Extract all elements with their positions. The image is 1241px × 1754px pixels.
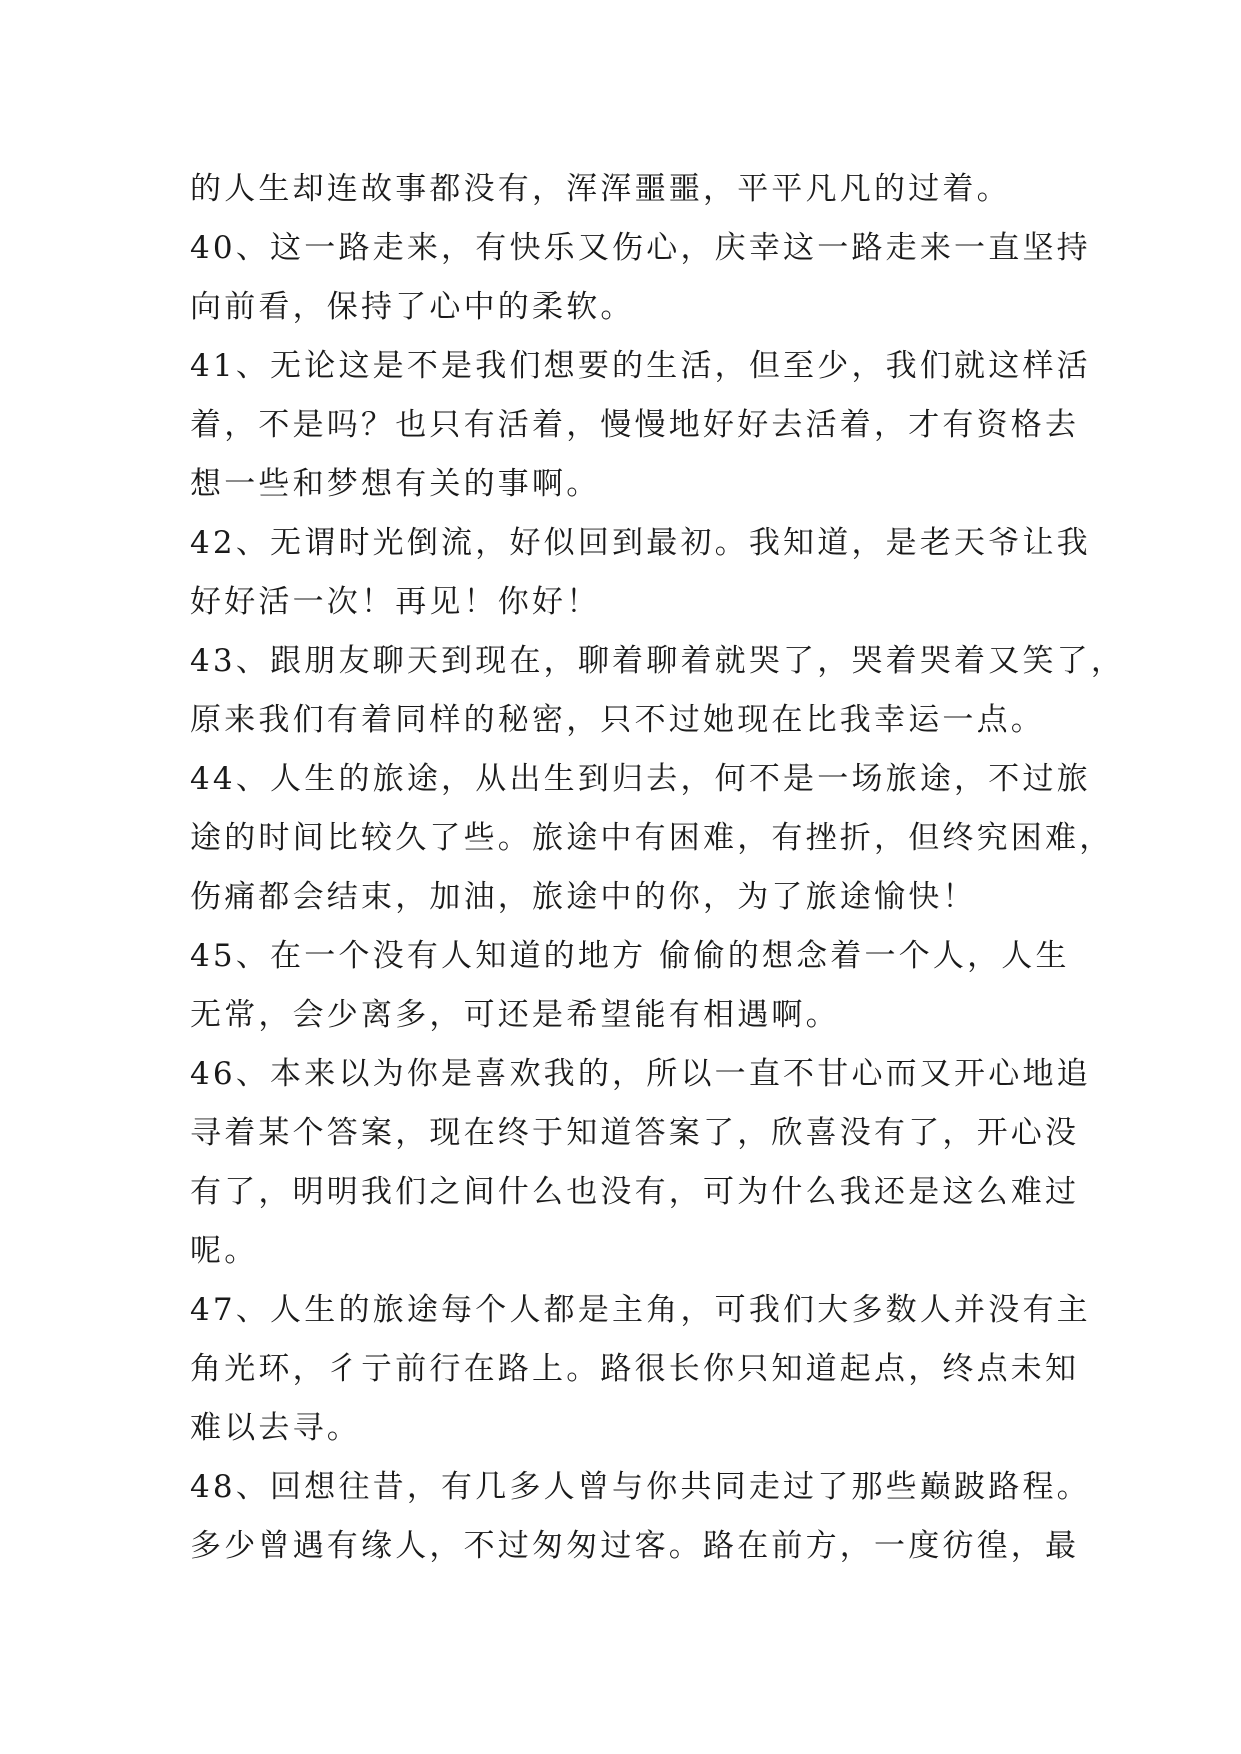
text-line: 伤痛都会结束，加油，旅途中的你，为了旅途愉快！ (190, 879, 977, 915)
text-line: 有了，明明我们之间什么也没有，可为什么我还是这么难过 (190, 1174, 1080, 1210)
text-line: 42、无谓时光倒流，好似回到最初。我知道，是老天爷让我 (190, 525, 1091, 561)
text-line: 寻着某个答案，现在终于知道答案了，欣喜没有了，开心没 (190, 1115, 1080, 1151)
text-line: 46、本来以为你是喜欢我的，所以一直不甘心而又开心地追 (190, 1056, 1091, 1092)
text-line: 47、人生的旅途每个人都是主角，可我们大多数人并没有主 (190, 1292, 1091, 1328)
text-line: 呢。 (190, 1233, 259, 1269)
text-line: 角光环，彳亍前行在路上。路很长你只知道起点，终点未知 (190, 1351, 1080, 1387)
text-line: 着，不是吗？也只有活着，慢慢地好好去活着，才有资格去 (190, 407, 1080, 443)
text-line: 48、回想往昔，有几多人曾与你共同走过了那些巅跛路程。 (190, 1469, 1091, 1505)
text-line: 41、无论这是不是我们想要的生活，但至少，我们就这样活 (190, 348, 1091, 384)
text-line: 多少曾遇有缘人，不过匆匆过客。路在前方，一度彷徨，最 (190, 1528, 1080, 1564)
text-line: 难以去寻。 (190, 1410, 361, 1446)
body-text (190, 160, 1126, 1576)
text-line: 44、人生的旅途，从出生到归去，何不是一场旅途，不过旅 (190, 761, 1091, 797)
text-line: 原来我们有着同样的秘密，只不过她现在比我幸运一点。 (190, 702, 1045, 738)
text-line: 途的时间比较久了些。旅途中有困难，有挫折，但终究困难， (190, 820, 1114, 856)
text-line: 好好活一次！再见！你好！ (190, 584, 601, 620)
text-line: 43、跟朋友聊天到现在，聊着聊着就哭了，哭着哭着又笑了， (190, 643, 1126, 679)
text-line: 无常，会少离多，可还是希望能有相遇啊。 (190, 997, 840, 1033)
text-line: 向前看，保持了心中的柔软。 (190, 289, 635, 325)
text-line: 40、这一路走来，有快乐又伤心，庆幸这一路走来一直坚持 (190, 230, 1091, 266)
text-line: 想一些和梦想有关的事啊。 (190, 466, 601, 502)
text-line: 45、在一个没有人知道的地方 偷偷的想念着一个人，人生 (190, 938, 1070, 974)
text-line: 的人生却连故事都没有，浑浑噩噩，平平凡凡的过着。 (190, 171, 1011, 207)
